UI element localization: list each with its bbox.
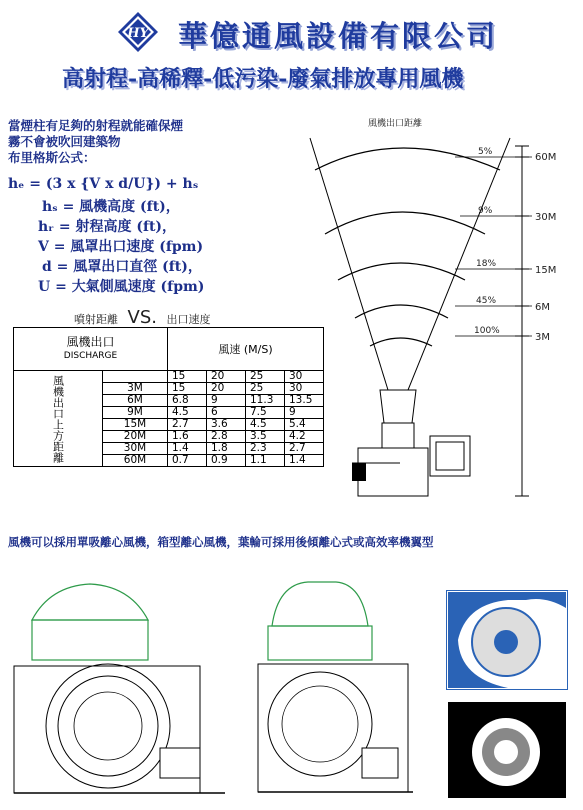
speed-col: 30 <box>285 371 324 383</box>
intro-line: 當煙柱有足夠的射程就能確保煙 <box>8 118 184 133</box>
value-cell: 30 <box>285 383 324 395</box>
value-cell: 2.7 <box>285 443 324 455</box>
speed-distance-table <box>13 327 324 467</box>
level-height: 15M <box>535 265 557 276</box>
exhaust-hood-green <box>32 584 148 620</box>
side-label-cell <box>14 371 103 467</box>
formula-def: hᵣ = 射程高度 (ft)， <box>38 219 177 235</box>
fan-housing <box>358 448 428 496</box>
plume-arc <box>315 148 500 170</box>
dist-cell: 3M <box>103 383 168 395</box>
dist-cell: 6M <box>103 395 168 407</box>
level-pct: 9% <box>478 206 493 216</box>
table-title-right: 出口速度 <box>166 313 211 326</box>
value-cell: 6.8 <box>168 395 207 407</box>
fan-impeller <box>282 686 358 762</box>
fan-drawing-front <box>238 578 428 800</box>
speed-col: 25 <box>246 371 285 383</box>
exhaust-hood-green <box>272 582 368 626</box>
value-cell: 13.5 <box>285 395 324 407</box>
table-cell <box>103 371 168 383</box>
formula-def: V = 風罩出口速度 (fpm) <box>38 239 204 255</box>
level-height: 6M <box>535 302 550 313</box>
briggs-formula: hₑ = (3 x {V x d/U}) + hₛ <box>8 176 199 192</box>
value-cell: 2.7 <box>168 419 207 431</box>
side-label: 風機出口上方距離 <box>51 374 65 463</box>
value-cell: 20 <box>207 383 246 395</box>
slogan: 高射程-高稀釋-低污染-廢氣排放專用風機 <box>62 66 464 92</box>
stack-green <box>268 626 372 660</box>
formula-def: hₛ = 風機高度 (ft)， <box>42 199 180 215</box>
speed-col: 15 <box>168 371 207 383</box>
value-cell: 11.3 <box>246 395 285 407</box>
value-cell: 5.4 <box>285 419 324 431</box>
company-name: 華億通風設備有限公司 <box>178 19 499 53</box>
level-pct: 5% <box>478 147 493 157</box>
plume-arc <box>338 263 465 280</box>
value-cell: 4.5 <box>246 419 285 431</box>
table-title <box>74 307 210 328</box>
fan-options-note: 風機可以採用單吸離心風機，箱型離心風機，葉輪可採用後傾離心式或高效率機翼型 <box>8 535 434 549</box>
value-cell: 1.4 <box>168 443 207 455</box>
table-corner <box>14 328 168 371</box>
value-cell: 9 <box>285 407 324 419</box>
dist-cell: 20M <box>103 431 168 443</box>
level-height: 3M <box>535 332 550 343</box>
plume-arc <box>325 212 485 234</box>
value-cell: 1.8 <box>207 443 246 455</box>
dist-cell: 30M <box>103 443 168 455</box>
value-cell: 6 <box>207 407 246 419</box>
value-cell: 3.6 <box>207 419 246 431</box>
level-pct: 45% <box>476 296 497 306</box>
fan-inlet <box>74 692 142 760</box>
plume-arc <box>370 338 432 346</box>
value-cell: 15 <box>168 383 207 395</box>
corner-top: 風機出口 <box>66 335 115 349</box>
fan-volute <box>46 664 170 788</box>
intro-line: 布里格斯公式： <box>8 150 96 165</box>
dist-cell: 15M <box>103 419 168 431</box>
value-cell: 4.5 <box>168 407 207 419</box>
speed-header: 風速 (M/S) <box>168 328 324 371</box>
value-cell: 4.2 <box>285 431 324 443</box>
value-cell: 3.5 <box>246 431 285 443</box>
table-title-vs: VS. <box>127 307 157 328</box>
plume-arc <box>355 305 448 318</box>
diagram-title: 風機出口距離 <box>368 119 423 129</box>
motor <box>362 748 398 778</box>
intro-line: 霧不會被吹回建築物 <box>8 134 121 149</box>
value-cell: 1.6 <box>168 431 207 443</box>
stack-green <box>32 620 148 660</box>
fan-motor <box>352 463 366 481</box>
speed-col: 20 <box>207 371 246 383</box>
table-title-left: 噴射距離 <box>74 313 118 326</box>
company-logo <box>116 10 160 54</box>
dist-cell: 9M <box>103 407 168 419</box>
fan-impeller <box>58 676 158 776</box>
impeller-backward-curved-icon <box>446 590 568 690</box>
plume-diagram <box>300 128 575 503</box>
fan-volute <box>268 672 372 776</box>
formula-def: d = 風罩出口直徑 (ft)， <box>42 259 202 275</box>
level-height: 30M <box>535 212 557 223</box>
fan-inlet <box>436 442 464 470</box>
motor <box>160 748 200 778</box>
level-pct: 18% <box>476 259 497 269</box>
level-pct: 100% <box>474 326 500 336</box>
fan-drawing-side <box>10 578 232 800</box>
intro-text <box>8 118 183 166</box>
value-cell: 25 <box>246 383 285 395</box>
level-height: 60M <box>535 152 557 163</box>
value-cell: 7.5 <box>246 407 285 419</box>
corner-bottom: DISCHARGE <box>63 351 118 361</box>
fan-stack <box>382 423 414 451</box>
value-cell: 1.4 <box>285 455 324 467</box>
exhaust-hood <box>380 390 416 423</box>
value-cell: 9 <box>207 395 246 407</box>
value-cell: 2.3 <box>246 443 285 455</box>
formula-def: U = 大氣側風速度 (fpm) <box>38 279 205 295</box>
value-cell: 2.8 <box>207 431 246 443</box>
value-cell: 1.1 <box>246 455 285 467</box>
value-cell: 0.7 <box>168 455 207 467</box>
value-cell: 0.9 <box>207 455 246 467</box>
impeller-airfoil-icon <box>446 700 568 800</box>
plume-edge-left <box>310 138 388 390</box>
logo-text: HY <box>127 26 149 41</box>
dist-cell: 60M <box>103 455 168 467</box>
